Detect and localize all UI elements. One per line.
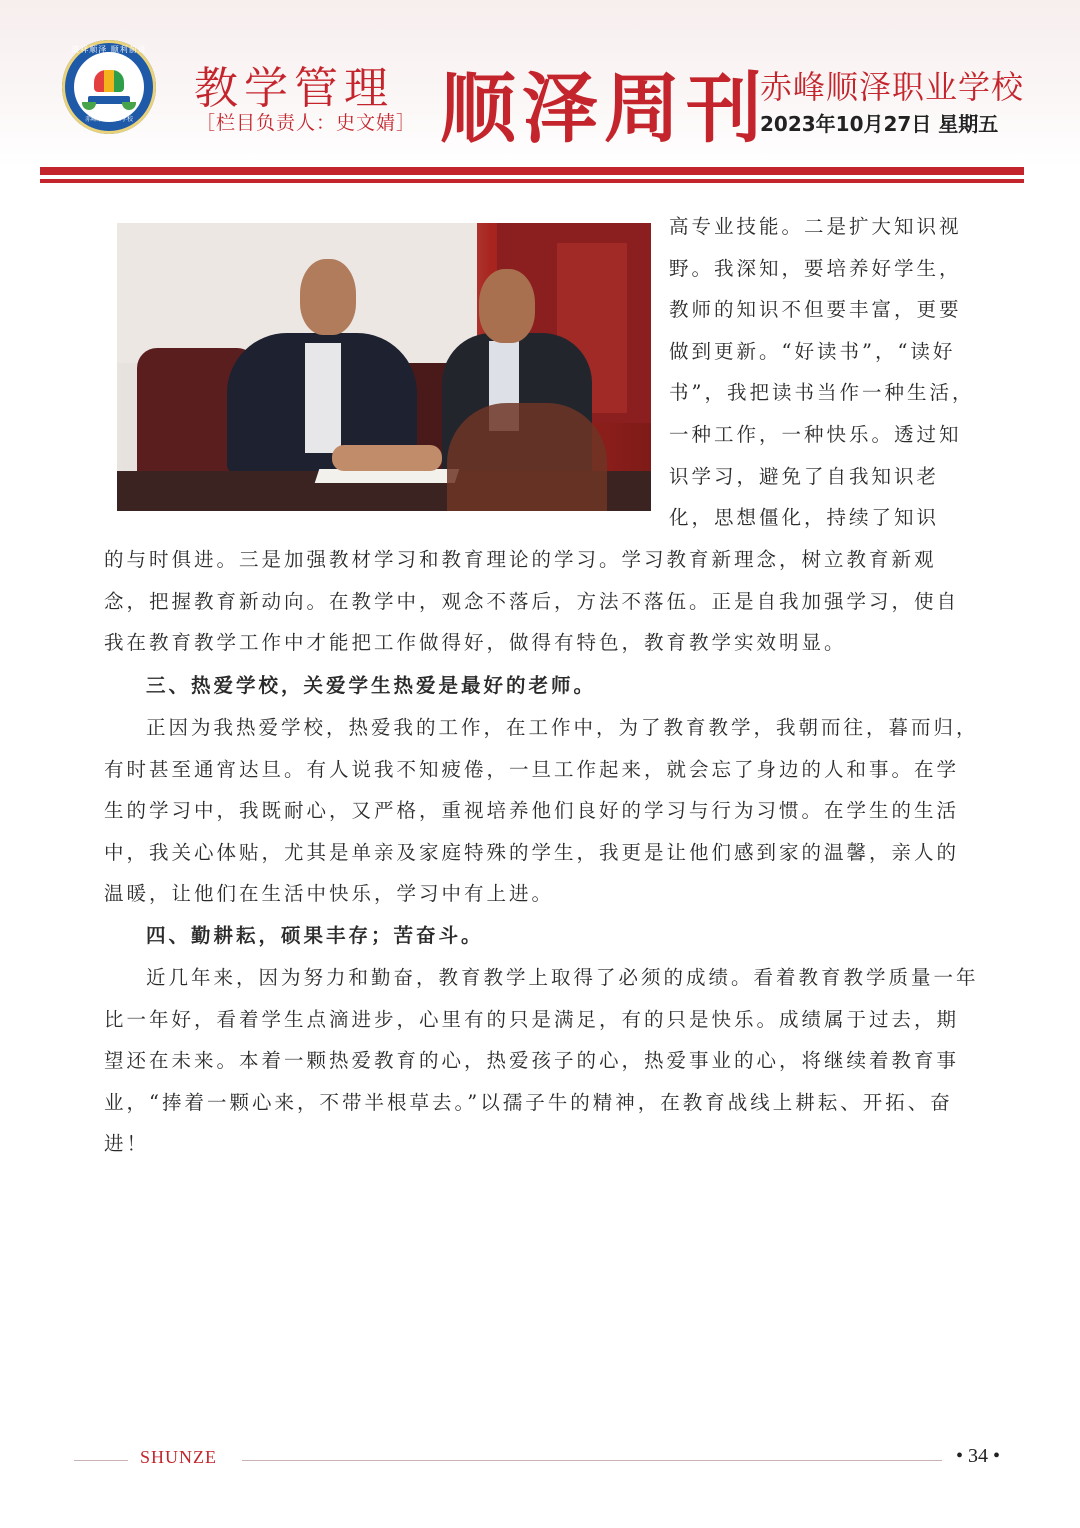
page-number: • 34 • (956, 1445, 1001, 1467)
footer-rule (74, 1460, 128, 1461)
photo-hands (332, 445, 442, 471)
logo-people-icon (94, 70, 124, 92)
school-logo (62, 40, 156, 134)
footer-brand: SHUNZE (140, 1447, 217, 1467)
logo-ring-text: 赤峰顺泽职业学校 (84, 116, 133, 123)
logo-leaf-icon (122, 102, 136, 110)
section-heading: 四、勤耕耘，硕果丰存；苦奋斗。 (146, 924, 484, 947)
masthead-title: 顺泽周刊 (440, 64, 768, 153)
photo-speaker-shirt (305, 343, 341, 453)
footer-rule (242, 1460, 942, 1461)
column-editor: ［栏目负责人：史文婧］ (196, 112, 417, 134)
meeting-photo (117, 223, 651, 511)
logo-ring-text: 道祥顺泽 顺利前进 (71, 45, 147, 54)
header-divider (40, 167, 1024, 175)
logo-emblem (74, 52, 144, 122)
section-heading: 三、热爱学校，关爱学生热爱是最好的老师。 (146, 674, 597, 697)
article-paragraph: 近几年来，因为努力和勤奋，教育教学上取得了必须的成绩。看着教育教学质量一年比一年好，看着学生点滴进步，心里有的只是满足，有的只是快乐。成绩属于过去，期望还在未来。本着一颗热爱教育的心，热爱孩子的心，热爱事业的心，将继续着教育事业，“捧着一颗心来，不带半根草去。”以孺子牛的精神，在教育战线上耕耘、开拓、奋进！ (104, 966, 979, 1156)
issue-date: 2023年10月27日 星期五 (760, 112, 999, 136)
school-name: 赤峰顺泽职业学校 (760, 68, 1025, 106)
article-paragraph: 的与时俱进。三是加强教材学习和教育理论的学习。学习教育新理念，树立教育新观念，把握教育新动向。在教学中，观念不落后，方法不落伍。正是自我加强学习，使自我在教育教学工作中才能把工作做得好，做得有特色，教育教学实效明显。 (104, 548, 960, 655)
photo-paper (315, 469, 460, 483)
column-title: 教学管理 (194, 63, 394, 114)
article-wrap-text: 高专业技能。二是扩大知识视野。我深知，要培养好学生，教师的知识不但要丰富，更要做到更新。“好读书”，“读好书”，我把读书当作一种生活，一种工作，一种快乐。透过知识学习，避免了自我知识老化，思想僵化，持续了知识 (669, 215, 975, 530)
page-header (0, 0, 1080, 168)
photo-speaker-head (300, 259, 356, 335)
header-divider (40, 179, 1024, 183)
logo-leaf-icon (82, 102, 96, 110)
article-paragraph: 正因为我热爱学校，热爱我的工作，在工作中，为了教育教学，我朝而往，暮而归，有时甚至通宵达旦。有人说我不知疲倦，一旦工作起来，就会忘了身边的人和事。在学生的学习中，我既耐心，又严格，重视培养他们良好的学习与行为习惯。在学生的生活中，我关心体贴，尤其是单亲及家庭特殊的学生，我更是让他们感到家的温馨，亲人的温暖，让他们在生活中快乐，学习中有上进。 (104, 716, 979, 906)
photo-foreground-blur (447, 403, 607, 511)
photo-listener-head (479, 269, 535, 343)
